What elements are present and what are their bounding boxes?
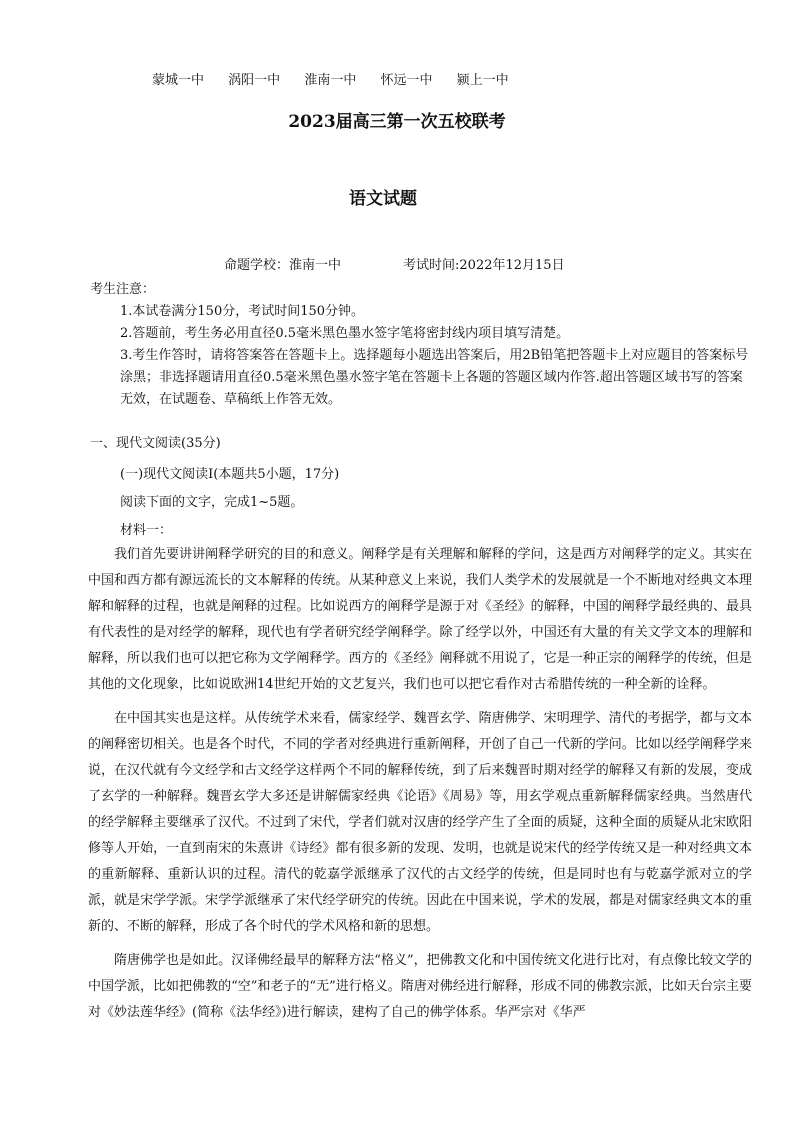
setter-school: 命题学校：淮南一中	[224, 258, 342, 273]
passage-paragraph: 在中国其实也是这样。从传统学术来看，儒家经学、魏晋玄学、隋唐佛学、宋明理学、清代的考据学，都与文本的阐释密切相关。也是各个时代，不同的学者对经典进行重新阐释，开创了自己一代新的学问。比如以经学阐释学来说，在汉代就有今文经学和古文经学这样两个不同的解释传统，到了后来魏晋时期对经学的解释又有新的发展，变成了玄学的一种解释。魏晋玄学大多还是讲解儒家经典《论语》《周易》等，用玄学观点重新解释儒家经典。当然唐代的经学解释主要继承了汉代。不过到了宋代，学者们就对汉唐的经学产生了全面的质疑，这种全面的质疑从北宋欧阳修等人开始，一直到南宋的朱熹讲《诗经》都有很多新的发现、发明，也就是说宋代的经学传统又是一种对经典文本的重新解释、重新认识的过程。清代的乾嘉学派继承了汉代的古文经学的传统，但是同时也有与乾嘉学派对立的学派，就是宋学学派。宋学学派继承了宋代经学研究的传统。因此在中国来说，学术的发展，都是对儒家经典文本的重新的、不断的解释，形成了各个时代的学术风格和新的思想。	[88, 711, 752, 934]
material-label: 材料一：	[120, 523, 173, 538]
notice-heading: 考生注意：	[90, 282, 156, 297]
school-name: 涡阳一中	[228, 73, 281, 88]
exam-title: 2023届高三第一次五校联考	[288, 112, 506, 132]
notice-list	[90, 301, 752, 411]
section-title: 一、现代文阅读(35分)	[90, 436, 221, 451]
instruction-text: 阅读下面的文字，完成1~5题。	[120, 495, 304, 510]
school-name: 淮南一中	[304, 73, 357, 88]
passage-paragraph: 隋唐佛学也是如此。汉译佛经最早的解释方法“格义”，把佛教文化和中国传统文化进行比对，有点像比较文学的中国学派，比如把佛教的“空”和老子的“无”进行格义。隋唐对佛经进行解释，形成不同的佛教宗派，比如天台宗主要对《妙法莲华经》(简称《法华经》)进行解读，建构了自己的佛学体系。华严宗对《华严	[88, 953, 752, 1020]
subject-title: 语文试题	[349, 189, 417, 209]
passage-paragraph: 我们首先要讲讲阐释学研究的目的和意义。阐释学是有关理解和解释的学问，这是西方对阐释学的定义。其实在中国和西方都有源远流长的文本解释的传统。从某种意义上来说，我们人类学术的发展就是一个不断地对经典文本理解和解释的过程，也就是阐释的过程。比如说西方的阐释学是源于对《圣经》的解释，中国的阐释学最经典的、最具有代表性的是对经学的解释，现代也有学者研究经学阐释学。除了经学以外，中国还有大量的有关文学文本的理解和解释，所以我们也可以把它称为文学阐释学。西方的《圣经》阐释就不用说了，它是一种正宗的阐释学的传统，但是其他的文化现象，比如说欧洲14世纪开始的文艺复兴，我们也可以把它看作对古希腊传统的一种全新的诠释。	[88, 547, 752, 692]
subsection-block	[120, 461, 750, 545]
notice-item: 2.答题前，考生务必用直径0.5毫米黑色墨水签字笔将密封线内项目填写清楚。	[120, 326, 570, 341]
notice-item: 1.本试卷满分150分，考试时间150分钟。	[120, 304, 365, 319]
exam-time: 考试时间:2022年12月15日	[403, 258, 565, 273]
school-name: 蒙城一中	[152, 73, 205, 88]
school-list	[152, 69, 529, 88]
reading-passage	[88, 542, 752, 1034]
subsection-title: (一)现代文阅读Ⅰ(本题共5小题，17分)	[120, 467, 340, 482]
exam-meta	[224, 254, 565, 273]
school-name: 颍上一中	[456, 73, 509, 88]
school-name: 怀远一中	[380, 73, 433, 88]
notice-item: 3.考生作答时，请将答案答在答题卡上。选择题每小题选出答案后，用2B铅笔把答题卡上对应题目的答案标号涂黑；非选择题请用直径0.5毫米黑色墨水签字笔在答题卡上各题的答题区域内作答.超出答题区域书写的答案无效，在试题卷、草稿纸上作答无效。	[120, 348, 749, 407]
